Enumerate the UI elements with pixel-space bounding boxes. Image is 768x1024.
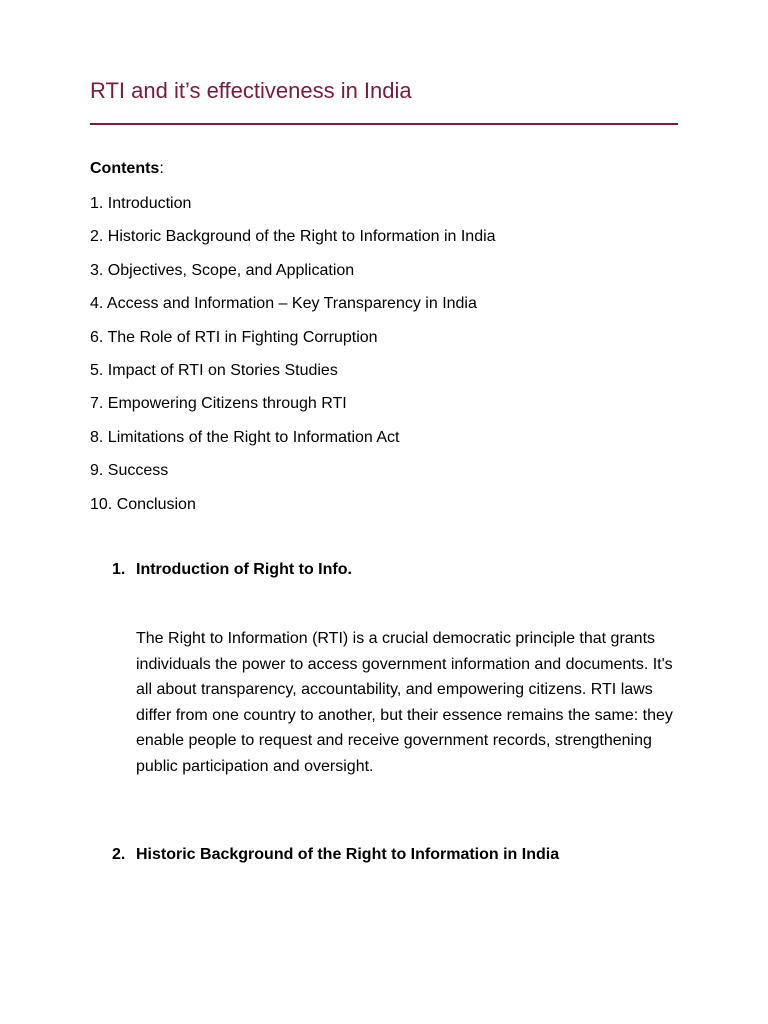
title-divider (90, 123, 678, 125)
toc-item: 9. Success (90, 462, 169, 480)
toc-item: 7. Empowering Citizens through RTI (90, 395, 347, 413)
document-title: RTI and it’s effectiveness in India (90, 78, 412, 103)
toc-item: 1. Introduction (90, 195, 192, 212)
toc-item: 6. The Role of RTI in Fighting Corruption (90, 328, 378, 346)
contents-label: Contents (90, 160, 160, 177)
section-title: Introduction of Right to Info. (136, 561, 352, 578)
toc-item: 4. Access and Information – Key Transparency in India (90, 295, 477, 313)
section-number: 2. (112, 846, 126, 863)
toc-item: 8. Limitations of the Right to Information Act (90, 428, 400, 446)
toc-item: 10. Conclusion (90, 495, 196, 513)
toc-item: 5. Impact of RTI on Stories Studies (90, 361, 338, 379)
introduction-paragraph: The Right to Information (RTI) is a crucial democratic principle that grants individuals the power to access government information and documents. It's all about transparency, accountability, and empowering citizens. RTI laws differ from one country to another, but their essence remains the same: they enable people to request and receive government records, strengthening public participation and oversight. (136, 630, 673, 775)
section-title: Historic Background of the Right to Information in India (136, 846, 560, 863)
section-number: 1. (112, 561, 126, 578)
contents-colon: : (159, 160, 164, 177)
toc-item: 2. Historic Background of the Right to Information in India (90, 228, 496, 246)
table-of-contents (90, 193, 496, 527)
toc-item: 3. Objectives, Scope, and Application (90, 261, 355, 279)
section-heading-historic-background (112, 846, 559, 864)
contents-heading (90, 160, 164, 178)
section-heading-introduction (112, 561, 352, 579)
